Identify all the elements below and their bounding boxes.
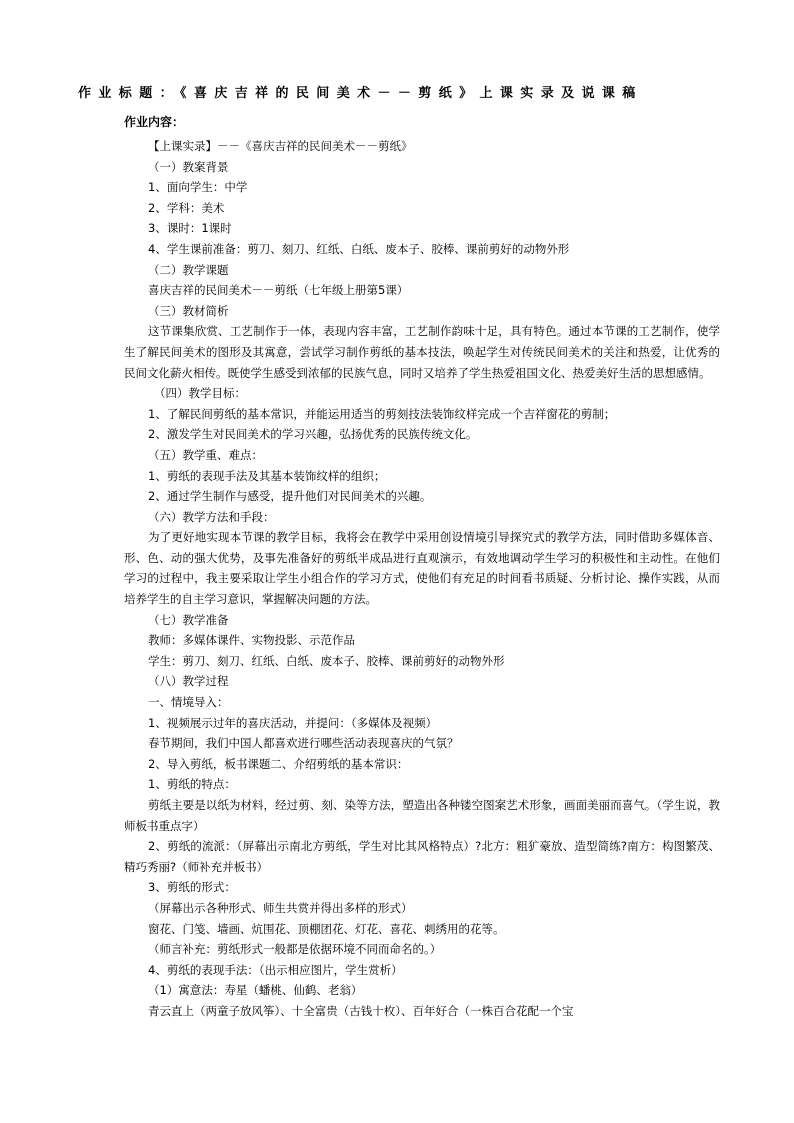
- section-heading: 【上课实录】－－《喜庆吉祥的民间美术－－剪纸》: [148, 139, 413, 153]
- text-line: 4、学生课前准备：剪刀、刻刀、红纸、白纸、废本子、胶棒、课前剪好的动物外形: [148, 241, 570, 256]
- text-line: （师言补充：剪纸形式一般都是依据环境不同而命名的。）: [148, 942, 442, 957]
- text-line: 1、剪纸的特点：: [148, 777, 236, 792]
- section-heading: （一）教案背景: [148, 159, 229, 174]
- section-heading: （五）教学重、难点：: [148, 447, 263, 462]
- section-heading: （二）教学课题: [148, 262, 229, 277]
- text-line: 窗花、门笺、墙画、炕围花、顶棚团花、灯花、喜花、刺绣用的花等。: [148, 921, 505, 936]
- text-line: 3、剪纸的形式：: [148, 880, 236, 895]
- text-line: 1、了解民间剪纸的基本常识，并能运用适当的剪刻技法装饰纹样完成一个吉祥窗花的剪制；: [148, 406, 616, 421]
- document-body: [124, 136, 720, 1022]
- text-line: 2、通过学生制作与感受，提升他们对民间美术的兴趣。: [148, 489, 432, 504]
- paragraph: 这节课集欣赏、工艺制作于一体，表现内容丰富，工艺制作韵味十足，具有特色。通过本节课的工艺制作，使学生了解民间美术的图形及其寓意，尝试学习制作剪纸的基本技法，唤起学生对传统民间美术的关注和热爱，让优秀的民间文化薪火相传。既使学生感受到浓郁的民族气息，同时又培养了学生热爱祖国文化、热爱美好生活的思想感情。: [124, 324, 720, 380]
- document-title: 作业标题：《喜庆吉祥的民间美术－－剪纸》上课实录及说课稿: [78, 86, 643, 101]
- text-line: 1、剪纸的表现手法及其基本装饰纹样的组织；: [148, 468, 386, 483]
- text-line: 1、视频展示过年的喜庆活动，并提问：（多媒体及视频）: [148, 715, 438, 730]
- text-line: 学生：剪刀、刻刀、红纸、白纸、废本子、胶棒、课前剪好的动物外形: [148, 653, 505, 668]
- text-line: （1）寓意法：寿星（蟠桃、仙鹤、老翁）: [148, 983, 363, 998]
- content-label: 作业内容：: [124, 115, 185, 129]
- text-line: 1、面向学生：中学: [148, 180, 248, 195]
- text-line: 2、导入剪纸，板书课题二、介绍剪纸的基本常识：: [148, 756, 409, 771]
- text-line: 3、课时：1课时: [148, 221, 232, 236]
- section-heading: （三）教材简析: [148, 303, 229, 318]
- paragraph: 剪纸主要是以纸为材料，经过剪、刻、染等方法，塑造出各种镂空图案艺术形象，画面美丽而喜气。（学生说，教师板书重点字）: [124, 798, 720, 833]
- section-heading: （七）教学准备: [148, 612, 229, 627]
- text-line: 教师：多媒体课件、实物投影、示范作品: [148, 633, 355, 648]
- text-line: 喜庆吉祥的民间美术－－剪纸（七年级上册第5课）: [148, 283, 409, 298]
- section-heading: （六）教学方法和手段：: [148, 509, 275, 524]
- paragraph: 2、剪纸的流派：（屏幕出示南北方剪纸，学生对比其风格特点）?北方：粗犷豪放、造型简练?南方：构图繁茂、精巧秀丽?（师补充并板书）: [124, 839, 720, 874]
- text-line: 青云直上（两童子放风筝）、十全富贵（古钱十枚）、百年好合（一株百合花配一个宝: [148, 1003, 574, 1018]
- section-heading: （四）教学目标：: [154, 386, 246, 401]
- paragraph: 为了更好地实现本节课的教学目标，我将会在教学中采用创设情境引导探究式的教学方法，同时借助多媒体音、形、色、动的强大优势，及事先准备好的剪纸半成品进行直观演示，有效地调动学生学习的积极性和主动性。在他们学习的过程中，我主要采取让学生小组合作的学习方式，使他们有充足的时间看书质疑、分析讨论、操作实践，从而培养学生的自主学习意识，掌握解决问题的方法。: [124, 530, 720, 607]
- text-line: 2、激发学生对民间美术的学习兴趣，弘扬优秀的民族传统文化。: [148, 427, 478, 442]
- text-line: 春节期间，我们中国人都喜欢进行哪些活动表现喜庆的气氛？: [148, 736, 459, 751]
- text-line: 2、学科：美术: [148, 200, 225, 215]
- text-line: 4、剪纸的表现手法：（出示相应图片，学生赏析）: [148, 962, 403, 977]
- text-line: 一、情境导入：: [148, 695, 229, 710]
- section-heading: （八）教学过程: [148, 674, 229, 689]
- text-line: （屏幕出示各种形式、师生共赏并得出多样的形式）: [148, 900, 413, 915]
